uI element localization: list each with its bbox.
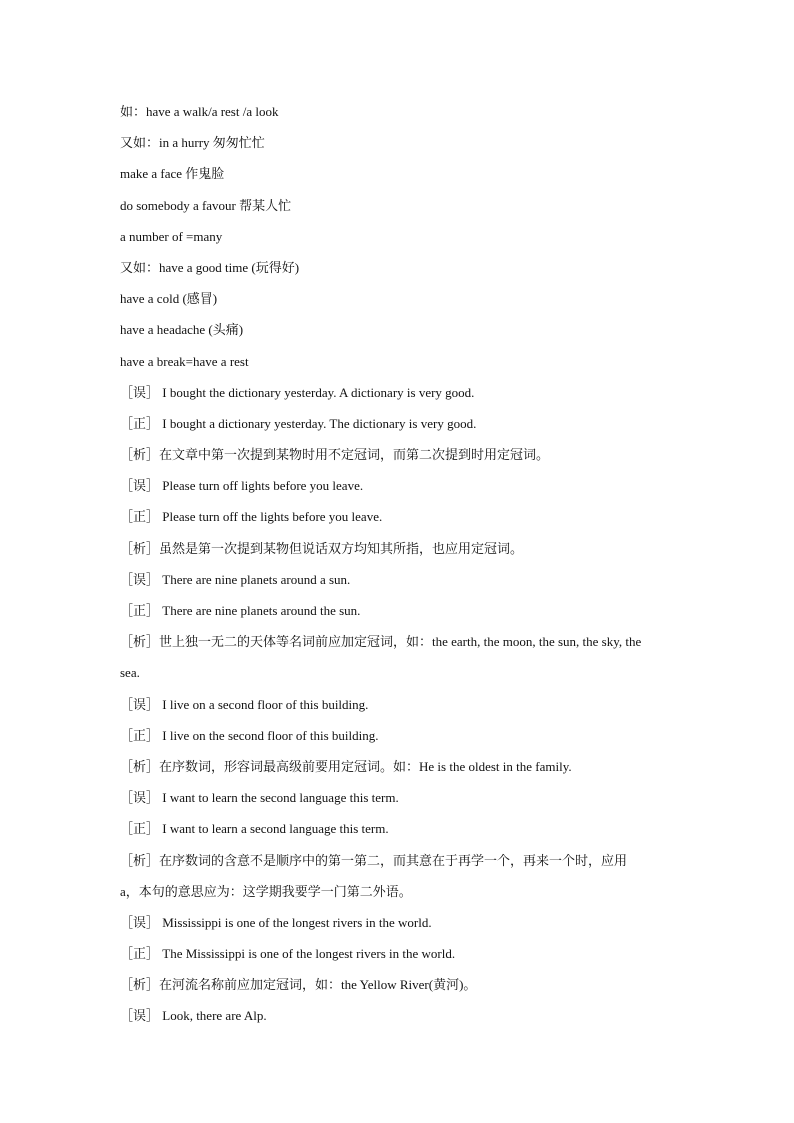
example-line: have a cold (感冒) bbox=[120, 291, 218, 307]
analysis-note-continued: sea. bbox=[120, 665, 140, 681]
example-line: make a face 作鬼脸 bbox=[120, 166, 225, 182]
wrong-sentence: ［误］ I live on a second floor of this building. bbox=[120, 696, 369, 712]
example-line: have a break=have a rest bbox=[120, 353, 249, 369]
analysis-note-continued: a，本句的意思应为：这学期我要学一门第二外语。 bbox=[120, 883, 412, 899]
analysis-note: ［析］在文章中第一次提到某物时用不定冠词，而第二次提到时用定冠词。 bbox=[120, 447, 550, 463]
wrong-sentence: ［误］ I bought the dictionary yesterday. A dictionary is very good. bbox=[120, 384, 475, 400]
analysis-note: ［析］在河流名称前应加定冠词，如：the Yellow River(黄河)。 bbox=[120, 977, 477, 993]
correct-sentence: ［正］ There are nine planets around the sun. bbox=[120, 603, 361, 618]
wrong-sentence: ［误］ Look, there are Alp. bbox=[120, 1008, 267, 1024]
analysis-note: ［析］虽然是第一次提到某物但说话双方均知其所指，也应用定冠词。 bbox=[120, 540, 524, 556]
example-line: do somebody a favour 帮某人忙 bbox=[120, 197, 292, 213]
wrong-sentence: ［误］ Mississippi is one of the longest rivers in the world. bbox=[120, 914, 432, 930]
correct-sentence: ［正］ I want to learn a second language this term. bbox=[120, 821, 389, 837]
correct-sentence: ［正］ The Mississippi is one of the longest rivers in the world. bbox=[120, 946, 456, 962]
example-line: a number of =many bbox=[120, 228, 223, 244]
example-line: 又如：in a hurry 匆匆忙忙 bbox=[120, 135, 265, 151]
example-line: have a headache (头痛) bbox=[120, 322, 244, 338]
wrong-sentence: ［误］ Please turn off lights before you leave. bbox=[120, 478, 364, 494]
example-line: 如：have a walk/a rest /a look bbox=[120, 104, 279, 119]
correct-sentence: ［正］ I live on the second floor of this building. bbox=[120, 727, 379, 743]
correct-sentence: ［正］ I bought a dictionary yesterday. The dictionary is very good. bbox=[120, 415, 477, 431]
example-line: 又如：have a good time (玩得好) bbox=[120, 259, 300, 275]
analysis-note: ［析］世上独一无二的天体等名词前应加定冠词，如：the earth, the moon, the sun, the sky, the bbox=[120, 634, 642, 650]
analysis-note: ［析］在序数词的含意不是顺序中的第一第二，而其意在于再学一个，再来一个时，应用 bbox=[120, 852, 628, 868]
analysis-note: ［析］在序数词，形容词最高级前要用定冠词。如：He is the oldest in the family. bbox=[120, 758, 572, 774]
document-body bbox=[120, 101, 680, 1037]
wrong-sentence: ［误］ I want to learn the second language this term. bbox=[120, 790, 399, 806]
wrong-sentence: ［误］ There are nine planets around a sun. bbox=[120, 571, 351, 587]
correct-sentence: ［正］ Please turn off the lights before you leave. bbox=[120, 509, 383, 525]
